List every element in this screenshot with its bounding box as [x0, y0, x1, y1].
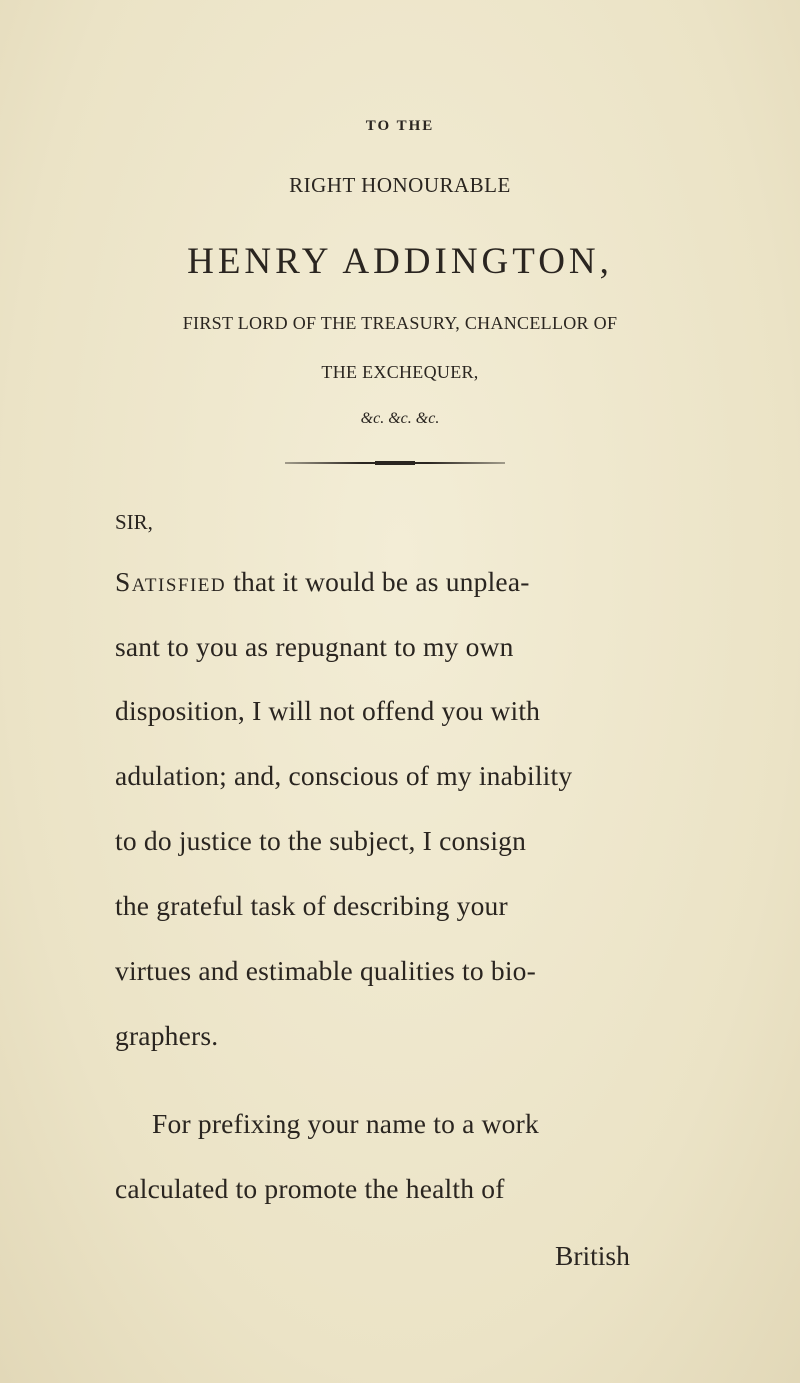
body-line-5: to do justice to the subject, I consign	[115, 825, 527, 856]
et-cetera-line: &c. &c. &c.	[360, 410, 440, 427]
body-line-1-rest: that it would be as unplea-	[226, 566, 530, 597]
body-line-7: virtues and estimable qualities to bio-	[115, 955, 536, 986]
dedicatee-name: HENRY ADDINGTON,	[187, 241, 613, 282]
body-line-4: adulation; and, conscious of my inability	[115, 760, 573, 791]
catchword: British	[555, 1240, 630, 1271]
body-line-10: calculated to promote the health of	[115, 1173, 505, 1204]
body-line-8: graphers.	[115, 1020, 219, 1051]
body-line-1	[115, 566, 530, 598]
dedication-to-the: TO THE	[365, 118, 435, 134]
salutation: SIR,	[115, 510, 153, 534]
body-line-2: sant to you as repugnant to my own	[115, 631, 514, 662]
ornamental-rule	[285, 462, 505, 464]
body-line-9: For prefixing your name to a work	[152, 1108, 539, 1139]
dedicatee-office-line2: THE EXCHEQUER,	[321, 362, 479, 382]
opening-word: Satisfied	[115, 566, 227, 597]
body-line-6: the grateful task of describing your	[115, 890, 508, 921]
dedicatee-office-line1: FIRST LORD OF THE TREASURY, CHANCELLOR OF	[182, 313, 618, 333]
body-line-3: disposition, I will not offend you with	[115, 695, 541, 726]
dedication-title: RIGHT HONOURABLE	[289, 173, 511, 197]
